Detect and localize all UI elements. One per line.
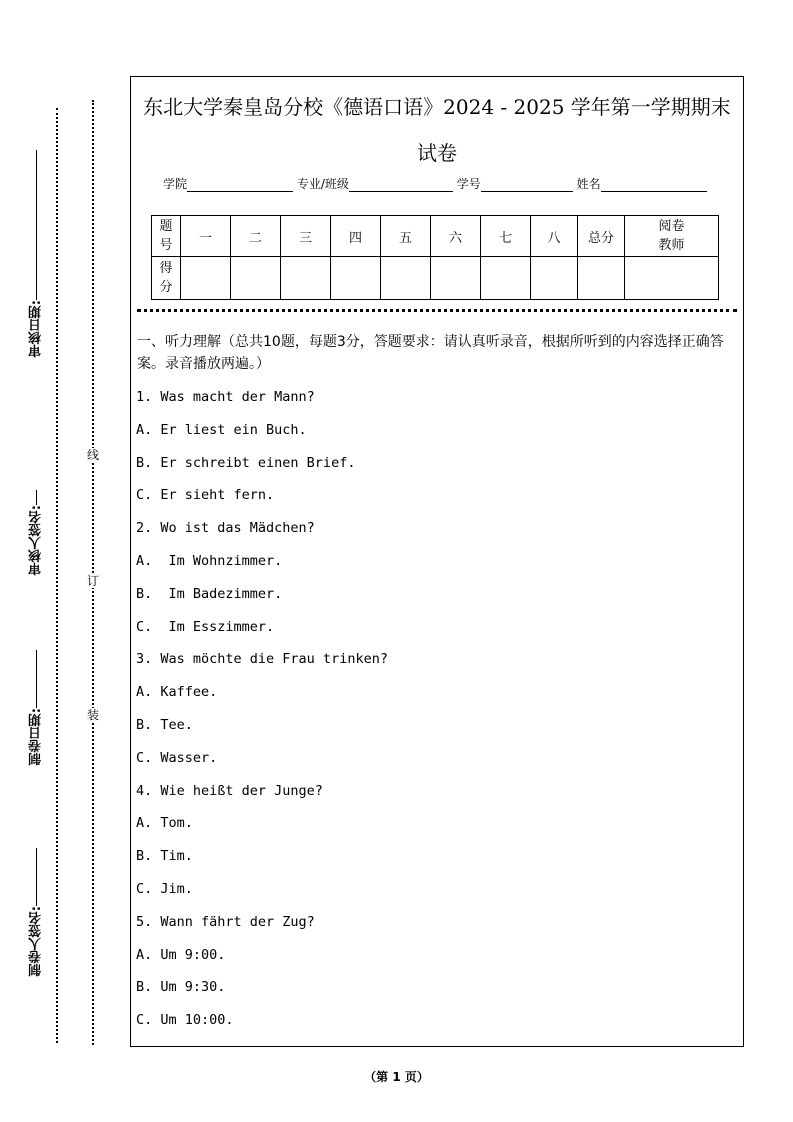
dotted-separator <box>137 309 737 312</box>
binding-mark-order: 订 <box>86 574 99 588</box>
score-col-6: 六 <box>431 216 481 257</box>
score-cell-4[interactable] <box>331 257 381 300</box>
score-col-8: 八 <box>531 216 578 257</box>
grader-label: 阅卷教师 <box>625 216 719 257</box>
reviewer-date-blank[interactable] <box>36 150 37 300</box>
score-cell-5[interactable] <box>381 257 431 300</box>
major-class-label: 专业/班级 <box>296 177 349 191</box>
student-info-row <box>163 175 707 192</box>
score-cell-6[interactable] <box>431 257 481 300</box>
option-5b[interactable]: B. Um 9:30. <box>136 979 226 996</box>
score-table-header-row <box>152 216 719 257</box>
question-3: 3. Was möchte die Frau trinken? <box>136 651 388 668</box>
score-table-score-row <box>152 257 719 300</box>
score-cell-total[interactable] <box>578 257 625 300</box>
option-3c[interactable]: C. Wasser. <box>136 749 218 766</box>
maker-date-label: 制卷日期: <box>28 708 44 766</box>
section-1-title: 一、听力理解（总共10题，每题3分，答题要求：请认真听录音，根据所听到的内容选择正确答案。录音播放两遍。） <box>137 334 724 372</box>
exam-page-frame <box>130 76 744 1047</box>
option-4a[interactable]: A. Tom. <box>136 815 193 832</box>
option-5a[interactable]: A. Um 9:00. <box>136 946 226 963</box>
name-blank[interactable] <box>601 179 707 192</box>
student-id-blank[interactable] <box>481 179 573 192</box>
score-col-5: 五 <box>381 216 431 257</box>
reviewer-signature-blank[interactable] <box>36 490 37 505</box>
binding-mark-install: 装 <box>86 708 99 722</box>
score-cell-3[interactable] <box>281 257 331 300</box>
maker-signature-blank[interactable] <box>36 848 37 906</box>
reviewer-date-label: 审核日期: <box>28 300 44 358</box>
student-id-label: 学号 <box>456 177 481 191</box>
score-col-4: 四 <box>331 216 381 257</box>
score-col-7: 七 <box>481 216 531 257</box>
exam-title <box>131 89 743 171</box>
reviewer-signature-field <box>18 490 54 575</box>
score-col-3: 三 <box>281 216 331 257</box>
score-col-2: 二 <box>231 216 281 257</box>
maker-signature-label: 制卷人签名: <box>28 906 44 977</box>
option-2c[interactable]: C. Im Esszimmer. <box>136 618 275 635</box>
option-1c[interactable]: C. Er sieht fern. <box>136 487 275 504</box>
score-col-1: 一 <box>181 216 231 257</box>
option-1a[interactable]: A. Er liest ein Buch. <box>136 421 307 438</box>
score-cell-1[interactable] <box>181 257 231 300</box>
question-4: 4. Wie heißt der Junge? <box>136 782 323 799</box>
exam-title-line1: 东北大学秦皇岛分校《德语口语》2024 - 2025 学年第一学期期末 <box>143 95 731 119</box>
major-class-blank[interactable] <box>349 179 453 192</box>
question-2: 2. Wo ist das Mädchen? <box>136 520 315 537</box>
page-number: （第 1 页） <box>364 1070 429 1084</box>
question-list <box>136 387 388 1043</box>
option-3a[interactable]: A. Kaffee. <box>136 684 218 701</box>
maker-date-field <box>18 650 54 765</box>
score-table <box>151 215 719 300</box>
option-4b[interactable]: B. Tim. <box>136 848 193 865</box>
option-2a[interactable]: A. Im Wohnzimmer. <box>136 552 283 569</box>
score-label: 得分 <box>152 257 181 300</box>
name-label: 姓名 <box>576 177 601 191</box>
college-label: 学院 <box>163 177 188 191</box>
score-cell-2[interactable] <box>231 257 281 300</box>
college-blank[interactable] <box>187 179 293 192</box>
reviewer-date-field <box>18 150 54 357</box>
maker-signature-field <box>18 848 54 976</box>
score-cell-8[interactable] <box>531 257 578 300</box>
binding-mark-line: 线 <box>86 448 99 462</box>
option-2b[interactable]: B. Im Badezimmer. <box>136 585 283 602</box>
binding-dotted-line-inner <box>92 100 94 1045</box>
option-5c[interactable]: C. Um 10:00. <box>136 1012 234 1029</box>
reviewer-signature-label: 审核人签名: <box>28 505 44 576</box>
score-cell-grader[interactable] <box>625 257 719 300</box>
question-5: 5. Wann fährt der Zug? <box>136 913 315 930</box>
score-col-total: 总分 <box>578 216 625 257</box>
maker-date-blank[interactable] <box>36 650 37 708</box>
binding-dotted-line-outer <box>56 108 58 1043</box>
score-cell-7[interactable] <box>481 257 531 300</box>
question-number-label: 题号 <box>152 216 181 257</box>
question-1: 1. Was macht der Mann? <box>136 389 315 405</box>
option-3b[interactable]: B. Tee. <box>136 716 193 733</box>
option-4c[interactable]: C. Jim. <box>136 880 193 897</box>
exam-title-line2: 试卷 <box>417 141 457 165</box>
option-1b[interactable]: B. Er schreibt einen Brief. <box>136 454 356 471</box>
